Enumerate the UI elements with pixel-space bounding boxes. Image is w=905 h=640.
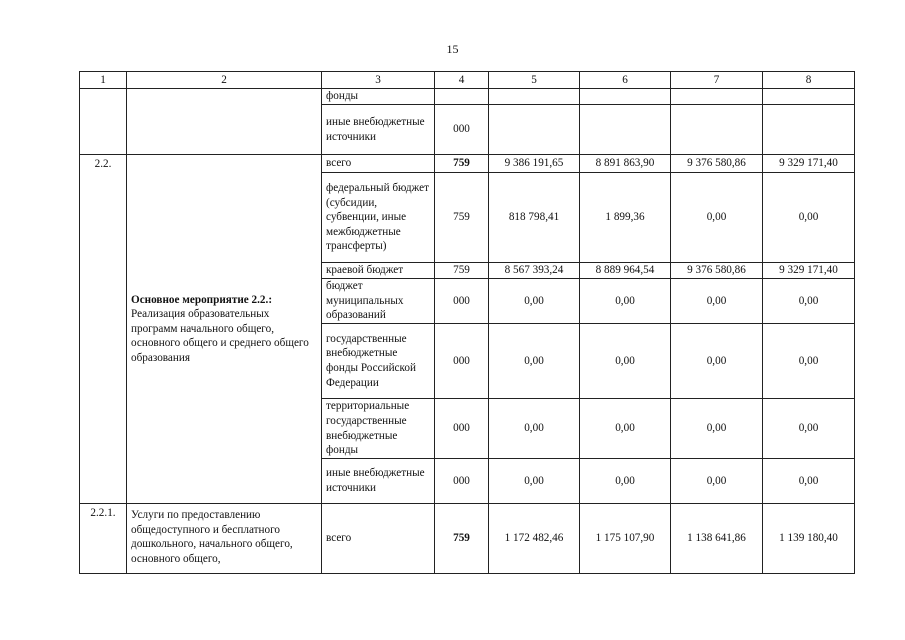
source-cell: фонды: [322, 89, 435, 105]
value-cell: [763, 105, 855, 155]
code-cell: 759: [435, 504, 489, 574]
table-row: [80, 155, 855, 173]
source-cell: территориальные государственные внебюджетные фонды: [322, 399, 435, 459]
value-cell: 0,00: [580, 399, 671, 459]
value-cell: [580, 105, 671, 155]
code-cell: 000: [435, 324, 489, 399]
description-cell: [127, 89, 322, 155]
header-cell: 5: [489, 72, 580, 89]
value-cell: 0,00: [671, 459, 763, 504]
page-number: 15: [446, 42, 459, 56]
code-cell: 759: [435, 173, 489, 263]
value-cell: 8 567 393,24: [489, 263, 580, 279]
value-cell: 9 386 191,65: [489, 155, 580, 173]
measure-description: [127, 155, 322, 504]
value-cell: 8 889 964,54: [580, 263, 671, 279]
code-cell: 000: [435, 459, 489, 504]
row-id-2-2: 2.2.: [80, 155, 127, 504]
source-cell: государственные внебюджетные фонды Российской Федерации: [322, 324, 435, 399]
value-cell: 0,00: [580, 324, 671, 399]
value-cell: 0,00: [763, 459, 855, 504]
value-cell: 0,00: [489, 399, 580, 459]
value-cell: 8 891 863,90: [580, 155, 671, 173]
value-cell: 9 329 171,40: [763, 155, 855, 173]
header-cell: 2: [127, 72, 322, 89]
value-cell: 0,00: [671, 324, 763, 399]
value-cell: 0,00: [763, 324, 855, 399]
value-cell: 0,00: [763, 173, 855, 263]
code-cell: 000: [435, 279, 489, 324]
measure-text: Реализация образовательных программ начального общего, основного общего и среднего общего образования: [131, 308, 309, 364]
source-cell: иные внебюджетные источники: [322, 459, 435, 504]
header-cell: 4: [435, 72, 489, 89]
source-cell: всего: [322, 155, 435, 173]
source-cell: иные внебюджетные источники: [322, 105, 435, 155]
header-cell: 3: [322, 72, 435, 89]
measure-title: Основное мероприятие 2.2.:: [131, 293, 273, 306]
code-cell: 000: [435, 105, 489, 155]
value-cell: 1 899,36: [580, 173, 671, 263]
value-cell: 9 376 580,86: [671, 263, 763, 279]
value-cell: 0,00: [671, 173, 763, 263]
row-id-2-2-1: 2.2.1.: [80, 504, 127, 574]
value-cell: 1 175 107,90: [580, 504, 671, 574]
source-cell: бюджет муниципальных образований: [322, 279, 435, 324]
service-description: Услуги по предоставлению общедоступного и бесплатного дошкольного, начального общего, основного общего,: [127, 504, 322, 574]
code-cell: 759: [435, 155, 489, 173]
value-cell: [763, 89, 855, 105]
header-row: [80, 72, 855, 89]
table-row: [80, 504, 855, 574]
header-cell: 8: [763, 72, 855, 89]
value-cell: 0,00: [763, 399, 855, 459]
value-cell: 0,00: [580, 459, 671, 504]
id-cell: [80, 89, 127, 155]
value-cell: 0,00: [671, 279, 763, 324]
value-cell: 1 172 482,46: [489, 504, 580, 574]
value-cell: [489, 105, 580, 155]
value-cell: 0,00: [489, 459, 580, 504]
value-cell: 1 139 180,40: [763, 504, 855, 574]
value-cell: 0,00: [489, 324, 580, 399]
source-cell: федеральный бюджет (субсидии, субвенции, иные межбюджетные трансферты): [322, 173, 435, 263]
table-row: [80, 89, 855, 105]
value-cell: 1 138 641,86: [671, 504, 763, 574]
value-cell: 0,00: [580, 279, 671, 324]
code-cell: 000: [435, 399, 489, 459]
code-cell: [435, 89, 489, 105]
header-cell: 1: [80, 72, 127, 89]
value-cell: [580, 89, 671, 105]
value-cell: 818 798,41: [489, 173, 580, 263]
code-cell: 759: [435, 263, 489, 279]
value-cell: 0,00: [671, 399, 763, 459]
budget-table: [79, 71, 855, 574]
source-cell: всего: [322, 504, 435, 574]
header-cell: 7: [671, 72, 763, 89]
value-cell: [671, 105, 763, 155]
value-cell: [671, 89, 763, 105]
value-cell: 0,00: [763, 279, 855, 324]
header-cell: 6: [580, 72, 671, 89]
value-cell: 0,00: [489, 279, 580, 324]
value-cell: 9 329 171,40: [763, 263, 855, 279]
value-cell: [489, 89, 580, 105]
source-cell: краевой бюджет: [322, 263, 435, 279]
value-cell: 9 376 580,86: [671, 155, 763, 173]
